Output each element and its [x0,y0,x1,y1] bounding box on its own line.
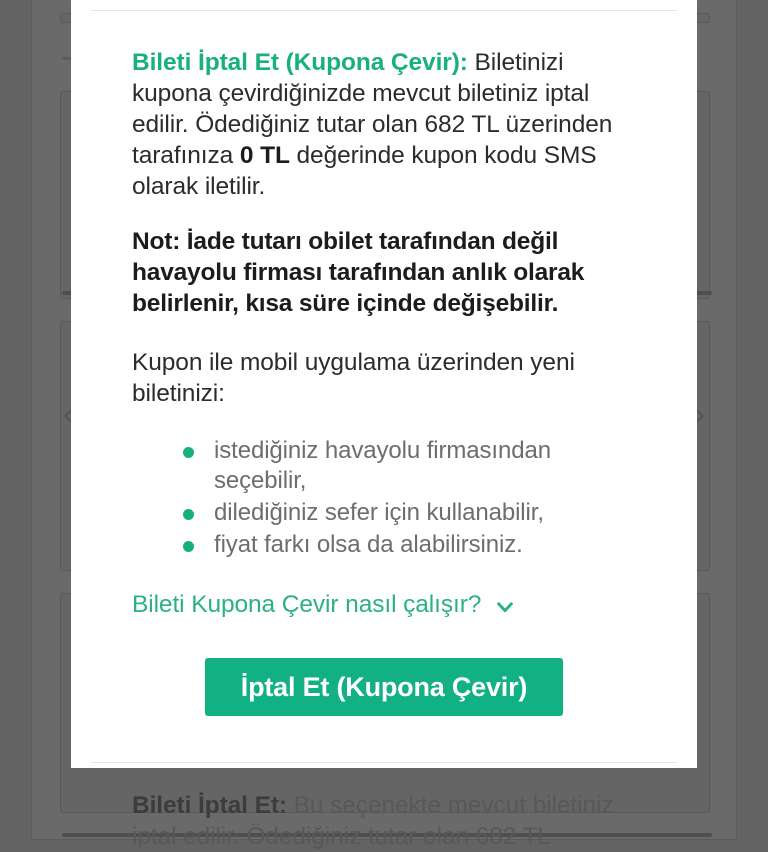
benefits-intro: Kupon ile mobil uygulama üzerinden yeni biletinizi: [132,349,575,407]
list-item-label: fiyat farkı olsa da alabilirsiniz. [214,531,523,558]
list-item-label: dilediğiniz sefer için kullanabilir, [214,499,544,526]
section-divider-bottom [91,762,677,763]
convert-to-coupon-button[interactable]: İptal Et (Kupona Çevir) [205,658,563,716]
how-it-works-label: Bileti Kupona Çevir nasıl çalışır? [132,591,482,618]
coupon-benefits-list [132,436,636,560]
list-item [183,436,636,496]
chevron-down-icon[interactable] [494,596,516,618]
bullet-dot-icon [183,509,194,520]
refund-note: Not: İade tutarı obilet tarafından değil havayolu firması tarafından anlık olarak belirlenir, kısa süre içinde değişebilir. [132,228,585,317]
cta-container [132,658,636,716]
coupon-description-part1: Biletinizi kupona çevirdiğinizde mevcut biletiniz iptal edilir. Ödediğiniz tutar olan 682 TL üzerinden tarafınıza [132,49,613,169]
bullet-dot-icon [183,541,194,552]
section-divider-top [91,10,677,11]
cancel-option-title: Bileti İptal Et: [132,792,287,819]
cancel-option-section [71,790,697,852]
list-item [183,530,636,560]
coupon-amount-value: 0 TL [239,142,290,169]
coupon-option-section [71,47,697,716]
coupon-description [132,47,636,202]
how-it-works-expander[interactable] [132,590,516,620]
bullet-dot-icon [183,447,194,458]
coupon-description-part2: değerinde kupon kodu SMS olarak iletilir. [132,142,597,200]
cancel-description [132,790,636,852]
list-item [183,498,636,528]
coupon-option-title: Bileti İptal Et (Kupona Çevir): [132,49,468,76]
section-spacer [71,716,697,762]
cancellation-options-modal [71,0,697,850]
list-item-label: istediğiniz havayolu firmasından seçebilir, [214,437,551,494]
cancel-description-body: Bu seçenekte mevcut biletiniz iptal edilir. Ödediğiniz tutar olan 682 TL [132,792,614,850]
